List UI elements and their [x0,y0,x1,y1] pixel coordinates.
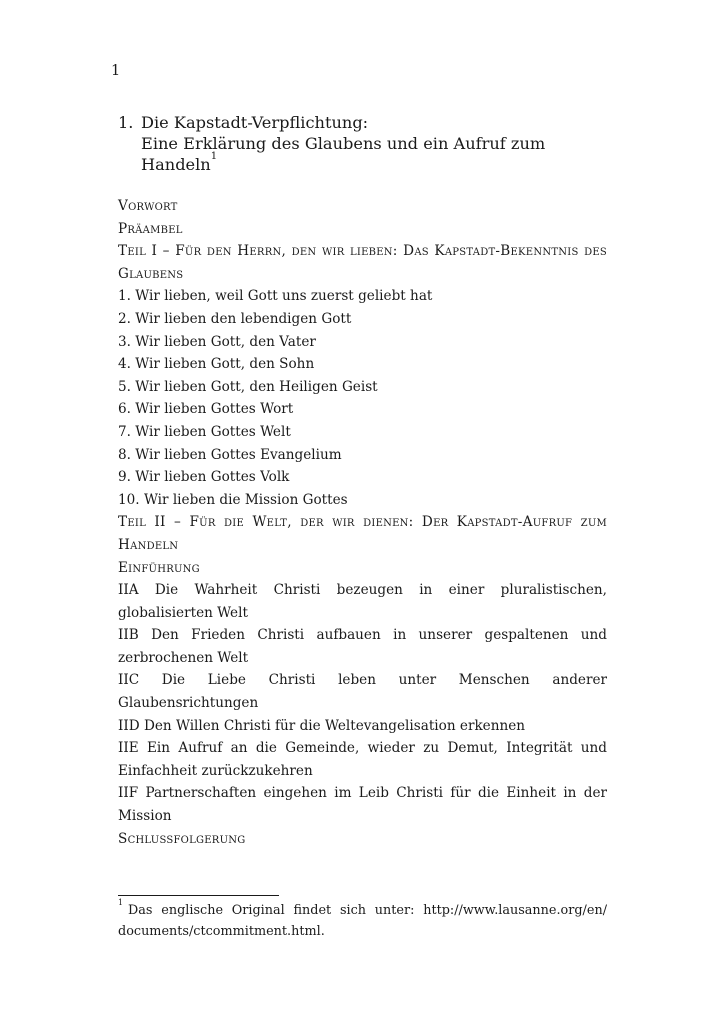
title-text [141,112,607,175]
toc-entry-6: 6. Wir lieben Gottes Wort [118,401,294,418]
toc-entry-iia: IIA Die Wahrheit Christi bezeugen in einer pluralistischen, globalisierten Welt [118,582,607,621]
toc-entry-iib: IIB Den Frieden Christi aufbauen in unserer gespaltenen und zerbrochenen Welt [118,627,607,666]
toc-entry-iid: IID Den Willen Christi für die Weltevangelisation erkennen [118,717,526,734]
toc-entry-iie: IIE Ein Aufruf an die Gemeinde, wieder zu Demut, Integrität und Einfachheit zurückzukehren [118,740,607,779]
title-line-2: Eine Erklärung des Glaubens und ein Aufruf zum [141,134,546,153]
toc-entry-8: 8. Wir lieben Gottes Evangelium [118,446,342,463]
toc-entry-teil-1: Teil I – Für den Herrn, den wir lieben: Das Kapstadt-Bekenntnis des Glaubens [118,243,607,282]
toc-entry-einfuehrung: Einführung [118,559,200,576]
toc-entry-5: 5. Wir lieben Gott, den Heiligen Geist [118,378,378,395]
table-of-contents [118,195,607,850]
title-line-3-text: Handeln [141,155,211,174]
toc-entry-schlussfolgerung: Schlussfolgerung [118,830,246,847]
footnote-reference: 1 [210,151,218,163]
toc-entry-10: 10. Wir lieben die Mission Gottes [118,491,348,508]
footnote-text [118,898,607,943]
toc-entry-praeambel: Präambel [118,220,183,237]
toc-entry-1: 1. Wir lieben, weil Gott uns zuerst geliebt hat [118,288,433,305]
toc-entry-2: 2. Wir lieben den lebendigen Gott [118,310,352,327]
footnote-area [118,895,607,943]
title-line-3 [141,151,607,175]
footnote-text-part2: documents/ctcommitment.html. [118,923,325,939]
toc-entry-4: 4. Wir lieben Gott, den Sohn [118,356,315,373]
toc-entry-7: 7. Wir lieben Gottes Welt [118,423,291,440]
footnote-separator-rule [118,895,279,896]
toc-entry-iic: IIC Die Liebe Christi leben unter Menschen anderer Glaubensrichtungen [118,672,607,712]
footnote-text-part1: Das englische Original findet sich unter: http://www.lausanne.org/en/ [128,903,607,918]
content-column [118,0,607,850]
toc-entry-9: 9. Wir lieben Gottes Volk [118,469,290,486]
document-title [118,112,607,175]
title-line-1: Die Kapstadt-Verpflichtung: [141,113,369,132]
toc-entry-3: 3. Wir lieben Gott, den Vater [118,333,316,350]
toc-entry-iif: IIF Partnerschaften eingehen im Leib Christi für die Einheit in der Mission [118,785,607,825]
title-list-number: 1. [118,113,134,132]
toc-entry-vorwort: Vorwort [118,198,178,214]
page-number: 1 [111,63,121,79]
toc-entry-teil-2: Teil II – Für die Welt, der wir dienen: Der Kapstadt-Aufruf zum Handeln [118,514,607,553]
footnote-marker: 1 [118,898,124,908]
